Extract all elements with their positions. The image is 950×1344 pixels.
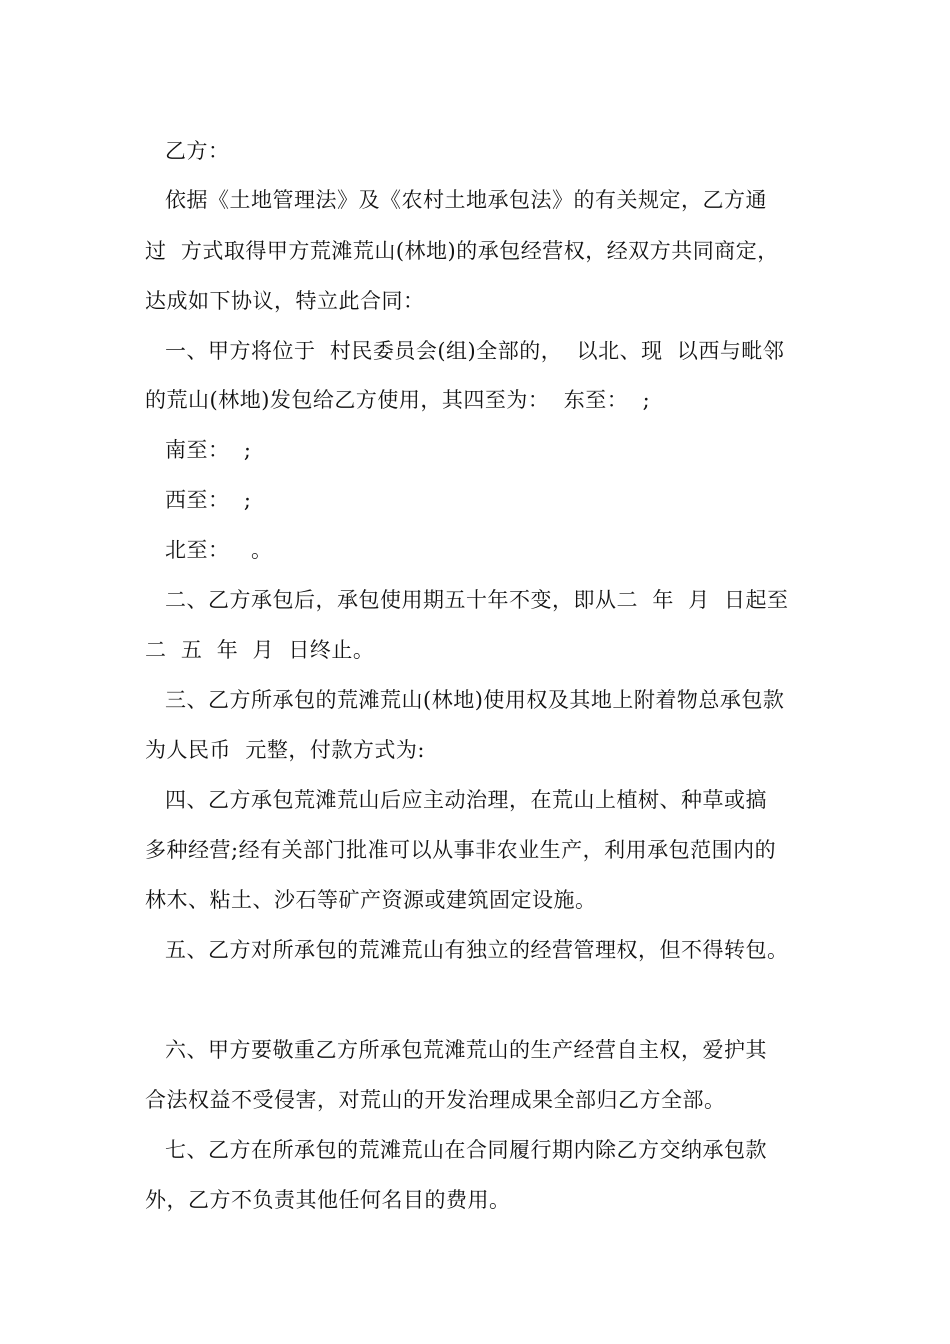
text-line: 乙方：: [165, 139, 230, 163]
text-line: 五、乙方对所承包的荒滩荒山有独立的经营管理权，但不得转包。: [165, 938, 789, 962]
text-line: 六、甲方要敬重乙方所承包荒滩荒山的生产经营自主权，爱护其: [165, 1038, 767, 1062]
text-line: 二 五 年 月 日终止。: [145, 638, 375, 662]
text-line: 林木、粘土、沙石等矿产资源或建筑固定设施。: [145, 888, 597, 912]
text-line: 的荒山(林地)发包给乙方使用，其四至为： 东至： ;: [145, 388, 651, 412]
text-line: 达成如下协议，特立此合同：: [145, 289, 425, 313]
text-line: 多种经营;经有关部门批准可以从事非农业生产，利用承包范围内的: [145, 838, 777, 862]
text-line: 为人民币 元整，付款方式为:: [145, 738, 425, 762]
text-line: 三、乙方所承包的荒滩荒山(林地)使用权及其地上附着物总承包款: [165, 688, 785, 712]
text-line: 北至： 。: [165, 538, 273, 562]
text-line: 外，乙方不负责其他任何名目的费用。: [145, 1188, 511, 1212]
text-line: 南至： ;: [165, 438, 252, 462]
text-line: 四、乙方承包荒滩荒山后应主动治理，在荒山上植树、种草或搞: [165, 788, 767, 812]
text-line: 二、乙方承包后，承包使用期五十年不变，即从二 年 月 日起至: [165, 588, 789, 612]
text-line: 合法权益不受侵害，对荒山的开发治理成果全部归乙方全部。: [145, 1088, 726, 1112]
text-line: 西至： ;: [165, 488, 252, 512]
text-line: 一、甲方将位于 村民委员会(组)全部的， 以北、现 以西与毗邻: [165, 339, 785, 363]
text-line: 七、乙方在所承包的荒滩荒山在合同履行期内除乙方交纳承包款: [165, 1138, 767, 1162]
text-line: 过 方式取得甲方荒滩荒山(林地)的承包经营权，经双方共同商定，: [145, 239, 779, 263]
text-line: 依据《土地管理法》及《农村土地承包法》的有关规定，乙方通: [165, 188, 767, 212]
